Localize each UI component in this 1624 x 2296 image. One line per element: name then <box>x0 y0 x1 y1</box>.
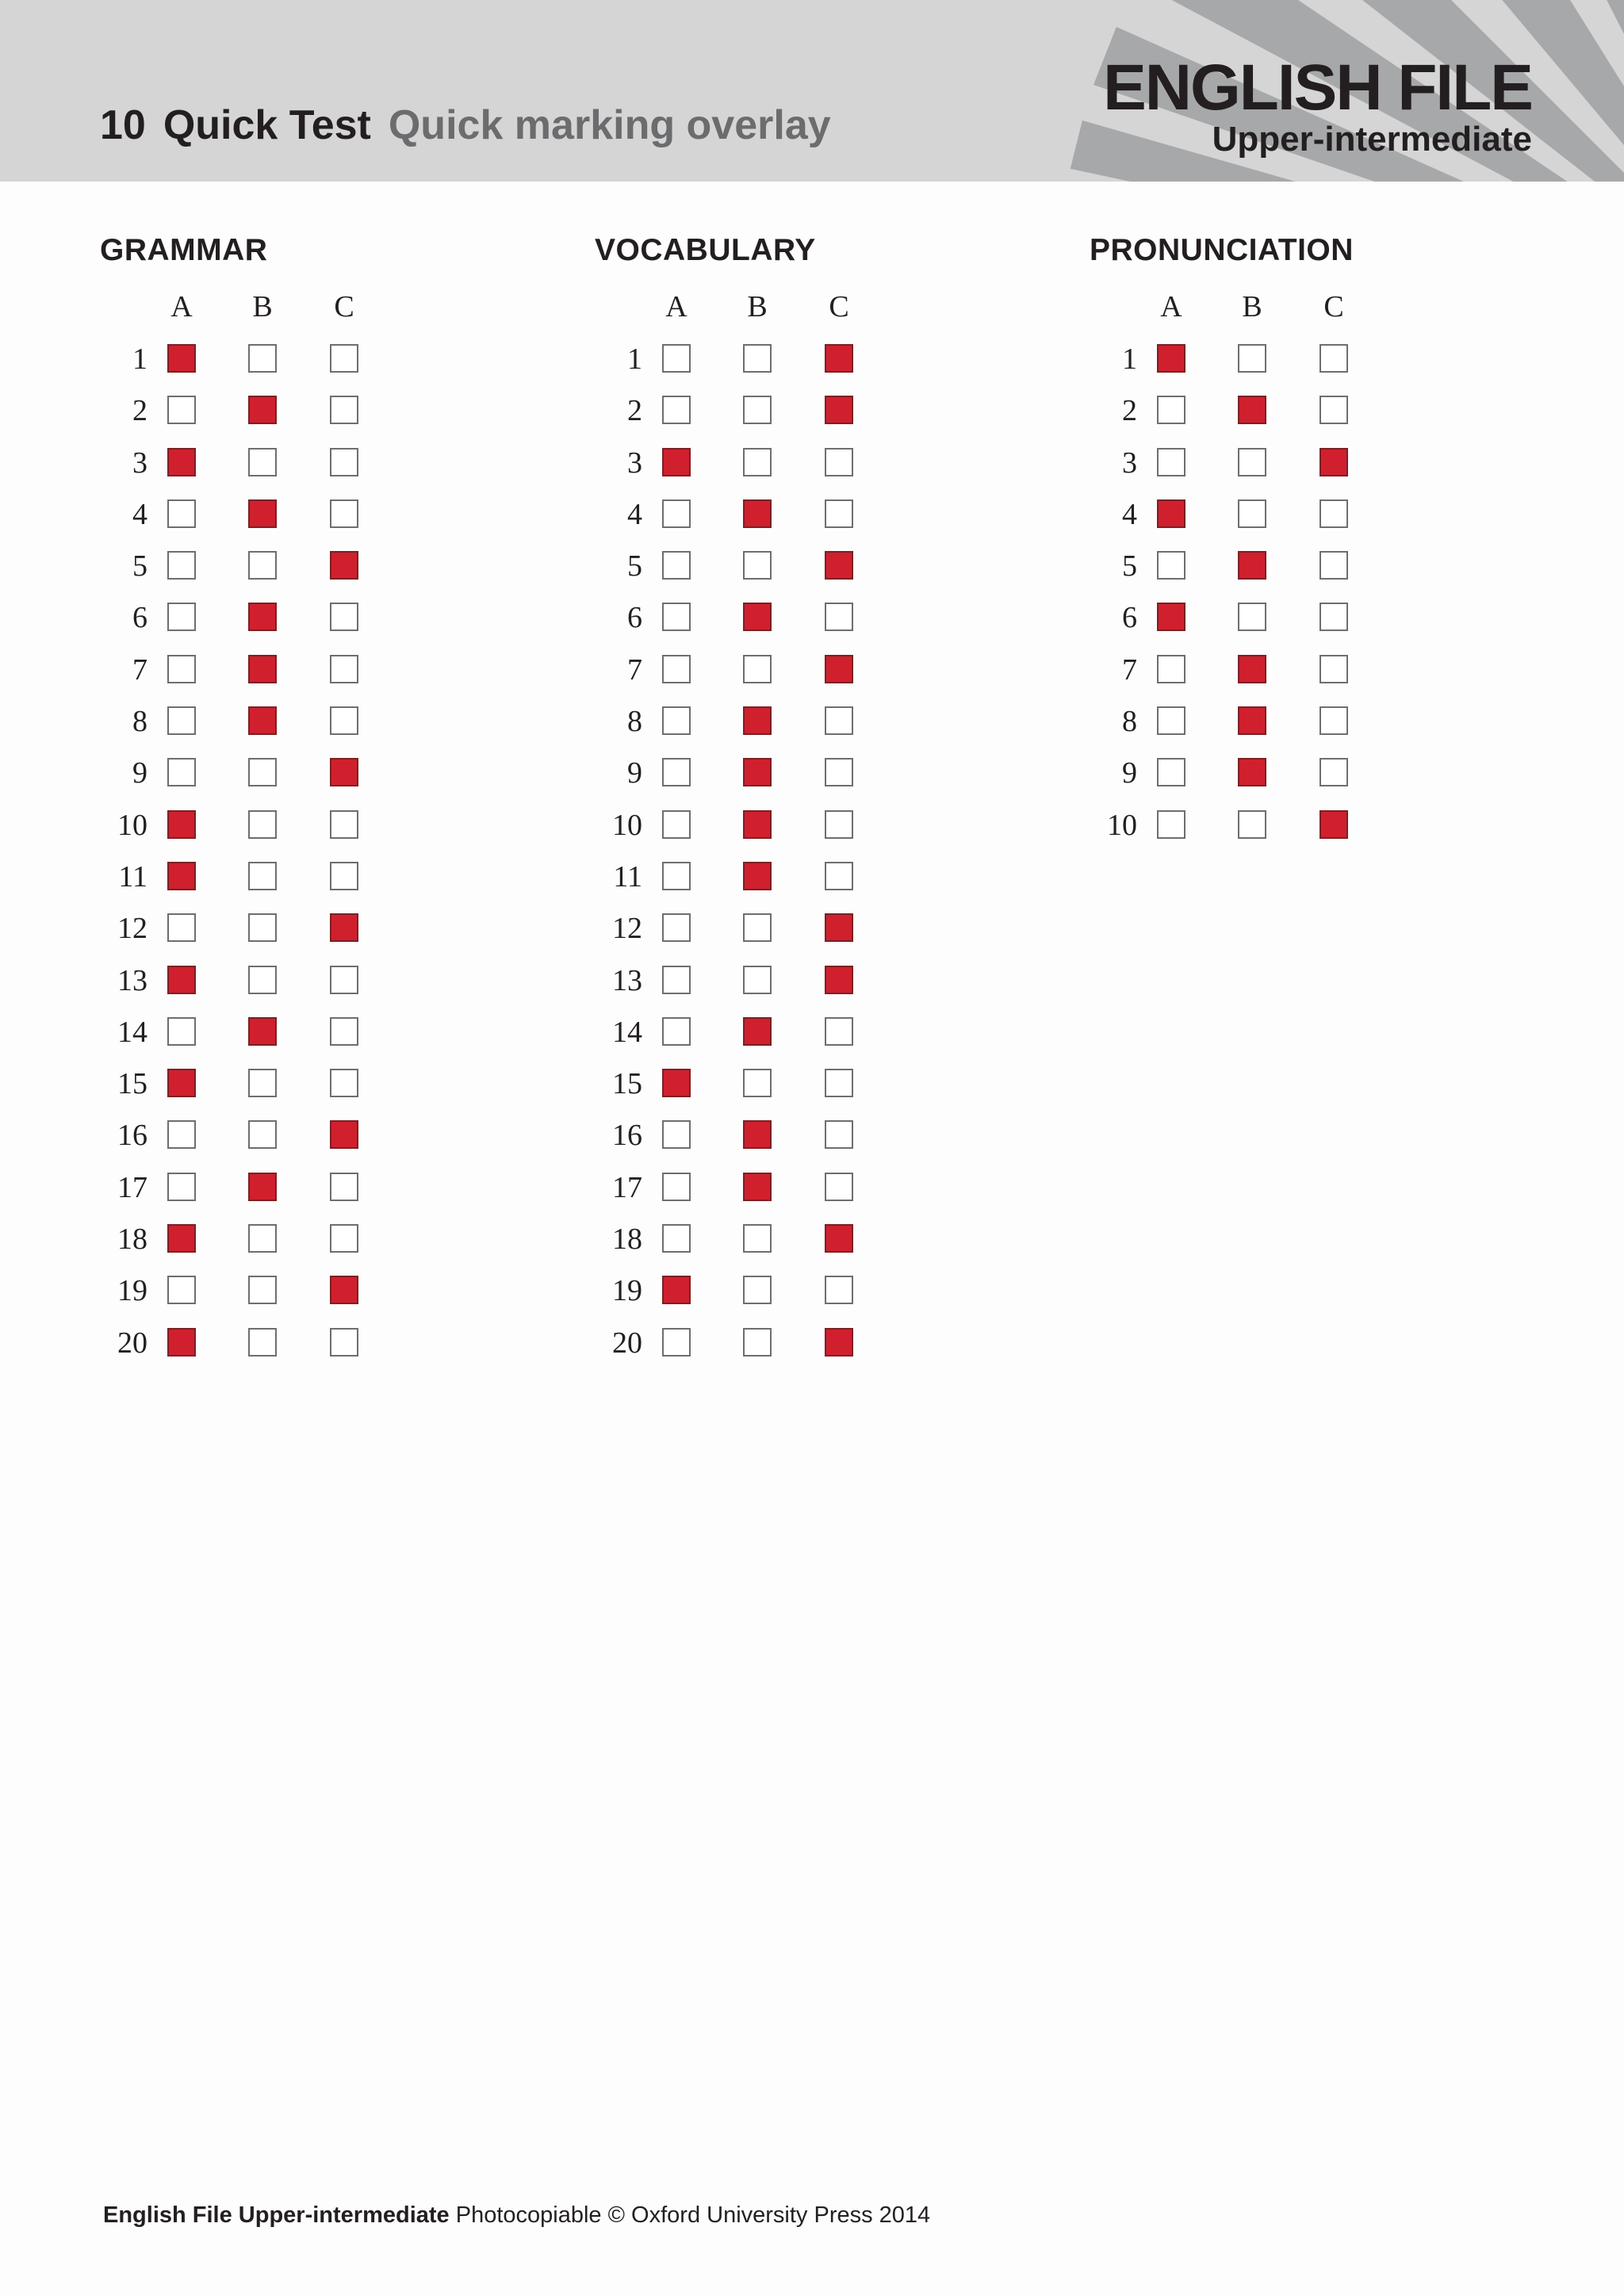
correct-answer-box <box>248 603 277 631</box>
correct-answer-box <box>743 603 772 631</box>
question-number: 4 <box>1122 497 1137 531</box>
answer-box <box>662 603 691 631</box>
footer-notice: Photocopiable © Oxford University Press 2014 <box>455 2202 931 2228</box>
answer-row <box>579 1163 975 1215</box>
answer-box <box>1320 551 1348 580</box>
answer-row <box>84 1215 481 1266</box>
grammar-section <box>84 230 496 1360</box>
answer-box <box>825 603 853 631</box>
answer-row <box>579 1266 975 1318</box>
answer-row <box>579 335 975 386</box>
correct-answer-box <box>167 448 196 476</box>
answer-box <box>1157 396 1185 424</box>
answer-box <box>1238 810 1266 839</box>
answer-box <box>662 499 691 528</box>
answer-box <box>167 1276 196 1304</box>
answer-box <box>1320 758 1348 786</box>
answer-row <box>579 1318 975 1370</box>
answer-row <box>84 697 481 748</box>
answer-row <box>579 438 975 490</box>
question-number: 15 <box>612 1067 642 1101</box>
answer-row <box>84 852 481 904</box>
option-label: B <box>747 290 768 323</box>
question-number: 20 <box>117 1326 147 1360</box>
answer-box <box>330 810 358 839</box>
correct-answer-box <box>330 758 358 786</box>
pronunciation-section <box>1074 230 1486 842</box>
answer-box <box>1238 448 1266 476</box>
question-number: 13 <box>117 963 147 997</box>
section-title: VOCABULARY <box>595 233 816 267</box>
question-number: 1 <box>1122 342 1137 376</box>
correct-answer-box <box>1238 758 1266 786</box>
answer-box <box>330 603 358 631</box>
question-number: 7 <box>132 652 147 687</box>
answer-box <box>825 499 853 528</box>
question-number: 8 <box>1122 705 1137 739</box>
answer-row <box>579 645 975 697</box>
answer-box <box>248 1069 277 1097</box>
answer-box <box>743 1276 772 1304</box>
answer-box <box>662 551 691 580</box>
correct-answer-box <box>248 1173 277 1201</box>
answer-box <box>1157 706 1185 735</box>
answer-box <box>825 810 853 839</box>
answer-box <box>662 758 691 786</box>
answer-box <box>662 862 691 890</box>
answer-box <box>662 913 691 942</box>
answer-box <box>330 1069 358 1097</box>
answer-box <box>743 448 772 476</box>
answer-box <box>825 1173 853 1201</box>
question-number: 5 <box>132 549 147 584</box>
correct-answer-box <box>248 706 277 735</box>
correct-answer-box <box>1320 448 1348 476</box>
answer-row <box>84 541 481 593</box>
option-label: B <box>252 290 273 323</box>
correct-answer-box <box>825 396 853 424</box>
answer-row <box>84 1318 481 1370</box>
answer-box <box>167 1173 196 1201</box>
answer-box <box>1157 551 1185 580</box>
answer-box <box>1157 758 1185 786</box>
answer-box <box>1320 396 1348 424</box>
correct-answer-box <box>330 1276 358 1304</box>
answer-box <box>330 1224 358 1253</box>
answer-box <box>248 966 277 994</box>
answer-box <box>825 758 853 786</box>
answer-row <box>84 1059 481 1111</box>
question-number: 16 <box>612 1119 642 1153</box>
correct-answer-box <box>662 1276 691 1304</box>
answer-box <box>825 706 853 735</box>
answer-box <box>248 862 277 890</box>
correct-answer-box <box>167 810 196 839</box>
correct-answer-box <box>248 499 277 528</box>
question-number: 7 <box>1122 652 1137 687</box>
answer-row <box>84 1008 481 1059</box>
answer-box <box>167 396 196 424</box>
answer-box <box>330 1173 358 1201</box>
question-number: 4 <box>627 497 642 531</box>
correct-answer-box <box>167 344 196 373</box>
brand-name: ENGLISH FILE <box>1103 52 1532 124</box>
option-label: C <box>334 290 354 323</box>
answer-box <box>662 966 691 994</box>
answer-box <box>330 1328 358 1357</box>
answer-box <box>167 655 196 683</box>
answer-row <box>579 1111 975 1162</box>
answer-box <box>743 344 772 373</box>
answer-box <box>1157 810 1185 839</box>
answer-rows <box>84 335 481 1370</box>
option-label: A <box>665 290 688 323</box>
page-subtitle: Quick marking overlay <box>388 102 831 148</box>
answer-box <box>167 1120 196 1149</box>
test-label: Quick Test <box>163 102 371 148</box>
correct-answer-box <box>1238 551 1266 580</box>
answer-box <box>743 1069 772 1097</box>
question-number: 5 <box>627 549 642 584</box>
answer-row <box>579 697 975 748</box>
answer-box <box>248 810 277 839</box>
option-label: B <box>1242 290 1262 323</box>
answer-row <box>579 801 975 852</box>
option-header-row <box>84 287 481 327</box>
correct-answer-box <box>825 966 853 994</box>
answer-row <box>84 1163 481 1215</box>
answer-box <box>825 862 853 890</box>
answer-rows <box>579 335 975 1370</box>
answer-row <box>84 904 481 955</box>
question-number: 3 <box>1122 446 1137 480</box>
question-number: 1 <box>627 342 642 376</box>
answer-row <box>84 490 481 541</box>
answer-box <box>167 1017 196 1046</box>
option-header-row <box>1074 287 1470 327</box>
answer-box <box>1157 655 1185 683</box>
answer-row <box>84 593 481 645</box>
question-number: 12 <box>612 912 642 946</box>
answer-row <box>84 748 481 800</box>
question-number: 8 <box>627 705 642 739</box>
brand-logo <box>1103 52 1532 159</box>
brand-level: Upper-intermediate <box>1212 120 1532 159</box>
question-number: 19 <box>612 1274 642 1308</box>
answer-box <box>1320 499 1348 528</box>
correct-answer-box <box>743 706 772 735</box>
answer-box <box>662 344 691 373</box>
correct-answer-box <box>825 1224 853 1253</box>
option-label: C <box>829 290 849 323</box>
answer-row <box>579 748 975 800</box>
correct-answer-box <box>1238 396 1266 424</box>
correct-answer-box <box>330 1120 358 1149</box>
correct-answer-box <box>1238 706 1266 735</box>
question-number: 3 <box>627 446 642 480</box>
question-number: 10 <box>612 808 642 842</box>
question-number: 18 <box>612 1223 642 1257</box>
correct-answer-box <box>1157 603 1185 631</box>
answer-box <box>248 1120 277 1149</box>
question-number: 6 <box>1122 601 1137 635</box>
question-number: 10 <box>1107 808 1137 842</box>
vocabulary-section <box>579 230 991 1360</box>
answer-box <box>248 344 277 373</box>
answer-box <box>825 1069 853 1097</box>
correct-answer-box <box>743 499 772 528</box>
answer-row <box>1074 438 1470 490</box>
answer-box <box>167 706 196 735</box>
answer-box <box>330 344 358 373</box>
answer-box <box>1320 655 1348 683</box>
answer-box <box>743 1224 772 1253</box>
answer-row <box>84 801 481 852</box>
answer-box <box>1157 448 1185 476</box>
question-number: 3 <box>132 446 147 480</box>
question-number: 17 <box>117 1170 147 1204</box>
answer-row <box>1074 490 1470 541</box>
section-title: GRAMMAR <box>100 233 268 267</box>
correct-answer-box <box>662 1069 691 1097</box>
correct-answer-box <box>1157 344 1185 373</box>
answer-row <box>84 335 481 386</box>
question-number: 9 <box>627 756 642 790</box>
correct-answer-box <box>825 344 853 373</box>
answer-box <box>662 396 691 424</box>
answer-box <box>248 1224 277 1253</box>
answer-box <box>662 1120 691 1149</box>
correct-answer-box <box>167 1069 196 1097</box>
answer-row <box>1074 593 1470 645</box>
answer-box <box>248 913 277 942</box>
question-number: 5 <box>1122 549 1137 584</box>
correct-answer-box <box>167 1328 196 1357</box>
answer-box <box>743 551 772 580</box>
option-label: C <box>1323 290 1344 323</box>
question-number: 13 <box>612 963 642 997</box>
question-number: 18 <box>117 1223 147 1257</box>
page-title <box>100 100 831 151</box>
question-number: 1 <box>132 342 147 376</box>
correct-answer-box <box>743 1017 772 1046</box>
answer-row <box>84 956 481 1008</box>
answer-box <box>330 448 358 476</box>
answer-box <box>1238 344 1266 373</box>
question-number: 2 <box>132 394 147 428</box>
answer-box <box>248 758 277 786</box>
correct-answer-box <box>330 913 358 942</box>
correct-answer-box <box>248 396 277 424</box>
option-header-row <box>579 287 975 327</box>
question-number: 11 <box>118 859 147 894</box>
answer-box <box>1238 603 1266 631</box>
answer-box <box>662 1224 691 1253</box>
answer-box <box>662 1328 691 1357</box>
option-label: A <box>170 290 193 323</box>
answer-row <box>1074 801 1470 852</box>
answer-row <box>1074 645 1470 697</box>
answer-box <box>662 706 691 735</box>
question-number: 10 <box>117 808 147 842</box>
answer-row <box>1074 541 1470 593</box>
answer-box <box>330 655 358 683</box>
correct-answer-box <box>1157 499 1185 528</box>
answer-box <box>167 551 196 580</box>
unit-number: 10 <box>100 102 146 148</box>
question-number: 12 <box>117 912 147 946</box>
answer-box <box>330 396 358 424</box>
answer-row <box>1074 335 1470 386</box>
correct-answer-box <box>248 1017 277 1046</box>
question-number: 9 <box>1122 756 1137 790</box>
answer-box <box>743 396 772 424</box>
answer-box <box>662 1173 691 1201</box>
answer-box <box>743 913 772 942</box>
answer-box <box>167 758 196 786</box>
correct-answer-box <box>743 1173 772 1201</box>
answer-row <box>84 386 481 438</box>
correct-answer-box <box>248 655 277 683</box>
answer-row <box>579 852 975 904</box>
answer-row <box>579 1008 975 1059</box>
question-number: 7 <box>627 652 642 687</box>
answer-row <box>579 904 975 955</box>
correct-answer-box <box>743 1120 772 1149</box>
answer-row <box>84 1266 481 1318</box>
answer-box <box>825 1276 853 1304</box>
answer-box <box>662 1017 691 1046</box>
correct-answer-box <box>330 551 358 580</box>
correct-answer-box <box>1238 655 1266 683</box>
answer-row <box>84 438 481 490</box>
header-band <box>0 0 1624 182</box>
question-number: 19 <box>117 1274 147 1308</box>
question-number: 4 <box>132 497 147 531</box>
answer-row <box>579 541 975 593</box>
answer-row <box>579 386 975 438</box>
question-number: 17 <box>612 1170 642 1204</box>
question-number: 2 <box>1122 394 1137 428</box>
answer-box <box>330 499 358 528</box>
answer-row <box>579 1059 975 1111</box>
answer-box <box>330 966 358 994</box>
answer-row <box>1074 697 1470 748</box>
answer-box <box>825 448 853 476</box>
correct-answer-box <box>825 655 853 683</box>
answer-box <box>743 966 772 994</box>
answer-box <box>825 1017 853 1046</box>
question-number: 11 <box>613 859 642 894</box>
answer-row <box>579 956 975 1008</box>
answer-box <box>330 862 358 890</box>
correct-answer-box <box>743 758 772 786</box>
answer-row <box>579 490 975 541</box>
answer-box <box>1320 706 1348 735</box>
question-number: 8 <box>132 705 147 739</box>
question-number: 14 <box>612 1015 642 1049</box>
answer-rows <box>1074 335 1470 852</box>
answer-box <box>330 706 358 735</box>
correct-answer-box <box>743 862 772 890</box>
answer-row <box>84 645 481 697</box>
correct-answer-box <box>1320 810 1348 839</box>
answer-box <box>743 655 772 683</box>
copyright-footer <box>103 2199 930 2231</box>
answer-box <box>330 1017 358 1046</box>
answer-row <box>84 1111 481 1162</box>
answer-box <box>743 1328 772 1357</box>
answer-box <box>167 913 196 942</box>
correct-answer-box <box>825 551 853 580</box>
answer-box <box>662 810 691 839</box>
option-label: A <box>1160 290 1182 323</box>
correct-answer-box <box>825 1328 853 1357</box>
question-number: 2 <box>627 394 642 428</box>
question-number: 6 <box>132 601 147 635</box>
answer-box <box>248 1328 277 1357</box>
answer-box <box>248 1276 277 1304</box>
answer-box <box>1320 344 1348 373</box>
section-title: PRONUNCIATION <box>1090 233 1354 267</box>
question-number: 14 <box>117 1015 147 1049</box>
answer-box <box>825 1120 853 1149</box>
footer-product: English File Upper-intermediate <box>103 2202 450 2228</box>
answer-box <box>167 499 196 528</box>
answer-box <box>1238 499 1266 528</box>
answer-row <box>579 593 975 645</box>
answer-box <box>167 603 196 631</box>
correct-answer-box <box>167 862 196 890</box>
answer-box <box>248 448 277 476</box>
answer-box <box>248 551 277 580</box>
answer-box <box>1320 603 1348 631</box>
answer-row <box>579 1215 975 1266</box>
question-number: 6 <box>627 601 642 635</box>
correct-answer-box <box>167 966 196 994</box>
question-number: 16 <box>117 1119 147 1153</box>
answer-box <box>662 655 691 683</box>
answer-row <box>1074 386 1470 438</box>
correct-answer-box <box>743 810 772 839</box>
correct-answer-box <box>167 1224 196 1253</box>
answer-row <box>1074 748 1470 800</box>
question-number: 15 <box>117 1067 147 1101</box>
correct-answer-box <box>662 448 691 476</box>
correct-answer-box <box>825 913 853 942</box>
question-number: 20 <box>612 1326 642 1360</box>
question-number: 9 <box>132 756 147 790</box>
